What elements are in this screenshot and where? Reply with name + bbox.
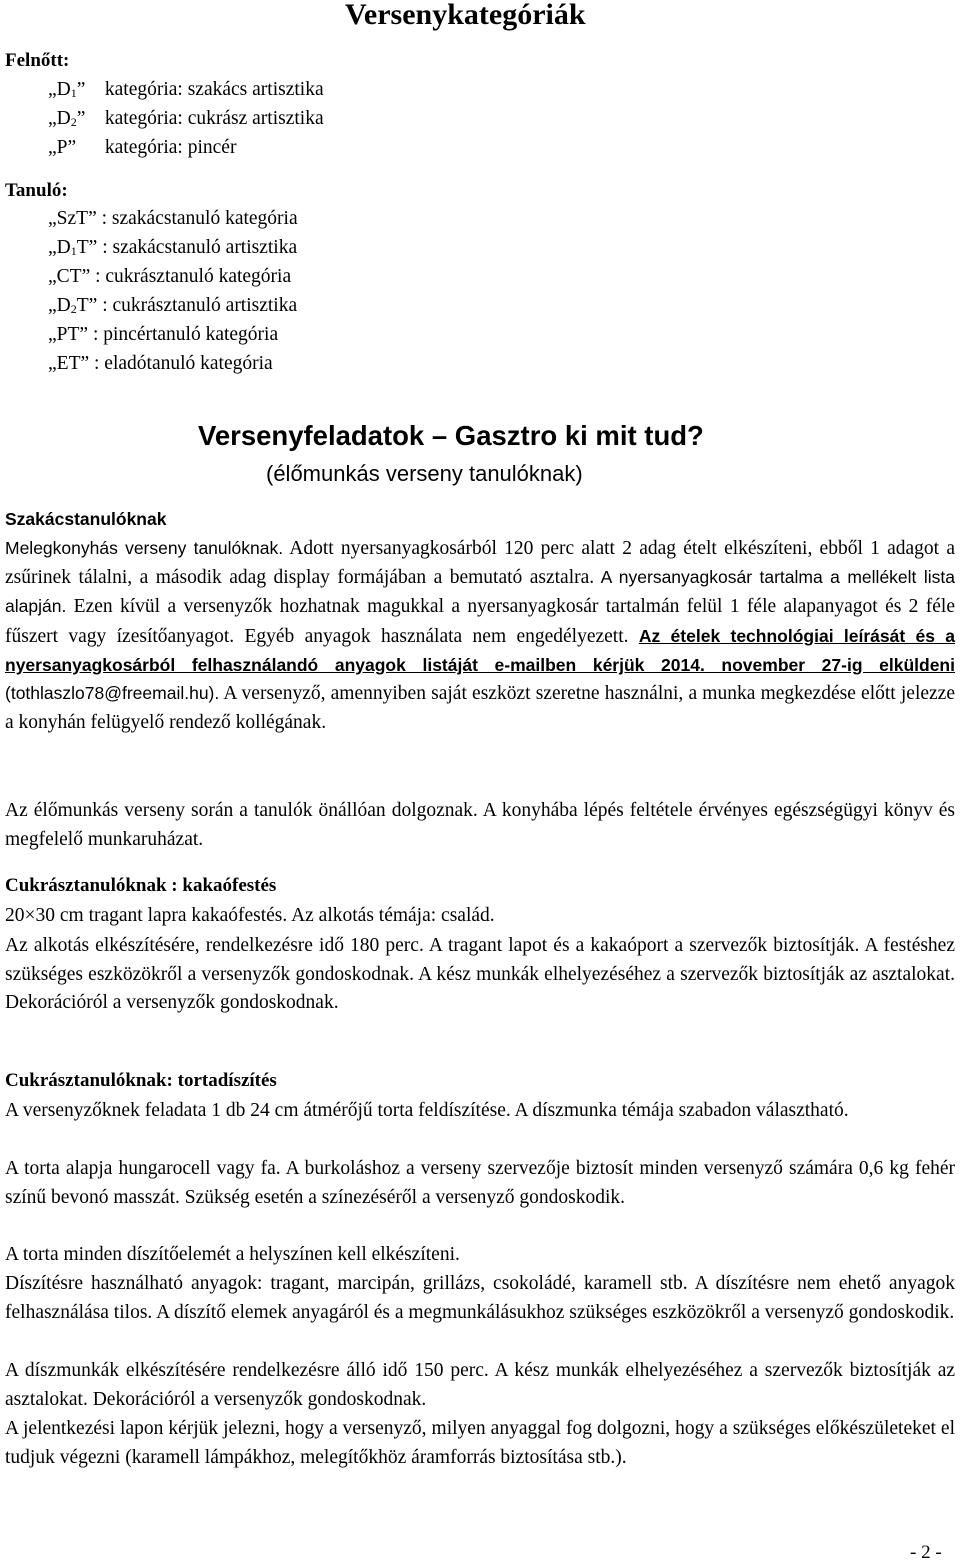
- category-line-pt: „PT” : pincértanuló kategória: [48, 324, 279, 345]
- category-line-ct: „CT” : cukrásztanuló kategória: [48, 266, 292, 287]
- cake-paragraph-5: A díszmunkák elkészítésére rendelkezésre álló idő 150 perc. A kész munkák elhelyezéséhez a szervezők biztosítják az asztalokat. Dekorációról a versenyzők gondoskodnak.: [5, 1360, 955, 1410]
- page-number: - 2 -: [910, 1542, 942, 1563]
- category-line-d2: $„D_2$” kategória: cukrász artisztika: [48, 108, 324, 129]
- tasks-title: Versenyfeladatok – Gasztro ki mit tud?: [198, 420, 704, 451]
- cocoa-paragraph-1: 20×30 cm tragant lapra kakaófestés. Az alkotás témája: család.: [5, 905, 495, 926]
- category-line-p: „P” kategória: pincér: [48, 137, 237, 158]
- student-heading: Tanuló:: [5, 180, 68, 201]
- category-line-d1t: $„D_1T$” : szakácstanuló artisztika: [48, 237, 298, 258]
- adult-heading: Felnőtt:: [5, 50, 70, 71]
- cake-heading: Cukrásztanulóknak: tortadíszítés: [5, 1070, 277, 1091]
- page-title: Versenykategóriák: [345, 0, 586, 31]
- cooks-heading: Szakácstanulóknak: [5, 509, 167, 529]
- category-line-et: „ET” : eladótanuló kategória: [48, 353, 273, 374]
- cocoa-paragraph-2: Az alkotás elkészítésére, rendelkezésre idő 180 perc. A tragant lapot és a kakaóport a szervezők biztosítják. A festéshez szükséges eszközökről a versenyzők gondoskodnak. A kész munkák elhelyezéséhez a szervezők biztosítják az asztalokat. Dekorációról a versenyzők gondoskodnak.: [5, 935, 955, 1014]
- category-line-szt: „SzT” : szakácstanuló kategória: [48, 208, 298, 229]
- tasks-note: (élőmunkás verseny tanulóknak): [266, 461, 583, 486]
- cake-paragraph-1: A versenyzőknek feladata 1 db 24 cm átmérőjű torta feldíszítése. A díszmunka témája szabadon választható.: [5, 1100, 849, 1121]
- cooks-paragraph-1: Melegkonyhás verseny tanulóknak. Adott nyersanyagkosárból 120 perc alatt 2 adag ételt elkészíteni, ebből 1 adagot a zsűrinek tálalni, a második adag display formájában a bemutató asztalra. A nyersanyagkosár tartalma a mellékelt lista alapján. Ezen kívül a versenyzők hozhatnak magukkal a nyersanyagkosár tartalmán felül 1 féle alapanyagot és 2 féle fűszert vagy ízesítőanyagot. Egyéb anyagok használata nem engedélyezett. Az ételek technológiai leírását és a nyersanyagkosárból felhasználandó anyagok listáját e-mailben kérjük 2014. november 27-ig elküldeni (tothlaszlo78@freemail.hu). A versenyző, amennyiben saját eszközt szeretne használni, a munka megkezdése előtt jelezze a konyhán felügyelő rendező kollégának.: [5, 538, 956, 734]
- cake-paragraph-2: A torta alapja hungarocell vagy fa. A burkoláshoz a verseny szervezője biztosít minden versenyző számára 0,6 kg fehér színű bevonó masszát. Szükség esetén a színezéséről a versenyző gondoskodik.: [5, 1158, 955, 1208]
- cake-paragraph-6: A jelentkezési lapon kérjük jelezni, hogy a versenyző, milyen anyaggal fog dolgozni, hogy a szükséges előkészületeket el tudjuk végezni (karamell lámpákhoz, melegítőkhöz áramforrás biztosítása stb.).: [5, 1418, 955, 1468]
- cooks-paragraph-2: Az élőmunkás verseny során a tanulók önállóan dolgoznak. A konyhába lépés feltétele érvényes egészségügyi könyv és megfelelő munkaruházat.: [5, 800, 955, 850]
- cake-paragraph-3: A torta minden díszítőelemét a helyszínen kell elkészíteni.: [5, 1244, 460, 1265]
- category-line-d2t: $„D_2T$” : cukrásztanuló artisztika: [48, 295, 298, 316]
- cake-paragraph-4: Díszítésre használható anyagok: tragant, marcipán, grillázs, csokoládé, karamell stb. A díszítésre nem ehető anyagok felhasználása tilos. A díszítő elemek anyagáról és a megmunkálásukhoz szükséges eszközökről a versenyző gondoskodik.: [5, 1273, 955, 1323]
- category-line-d1: $„D_1$” kategória: szakács artisztika: [48, 79, 324, 100]
- cocoa-heading: Cukrásztanulóknak : kakaófestés: [5, 875, 277, 896]
